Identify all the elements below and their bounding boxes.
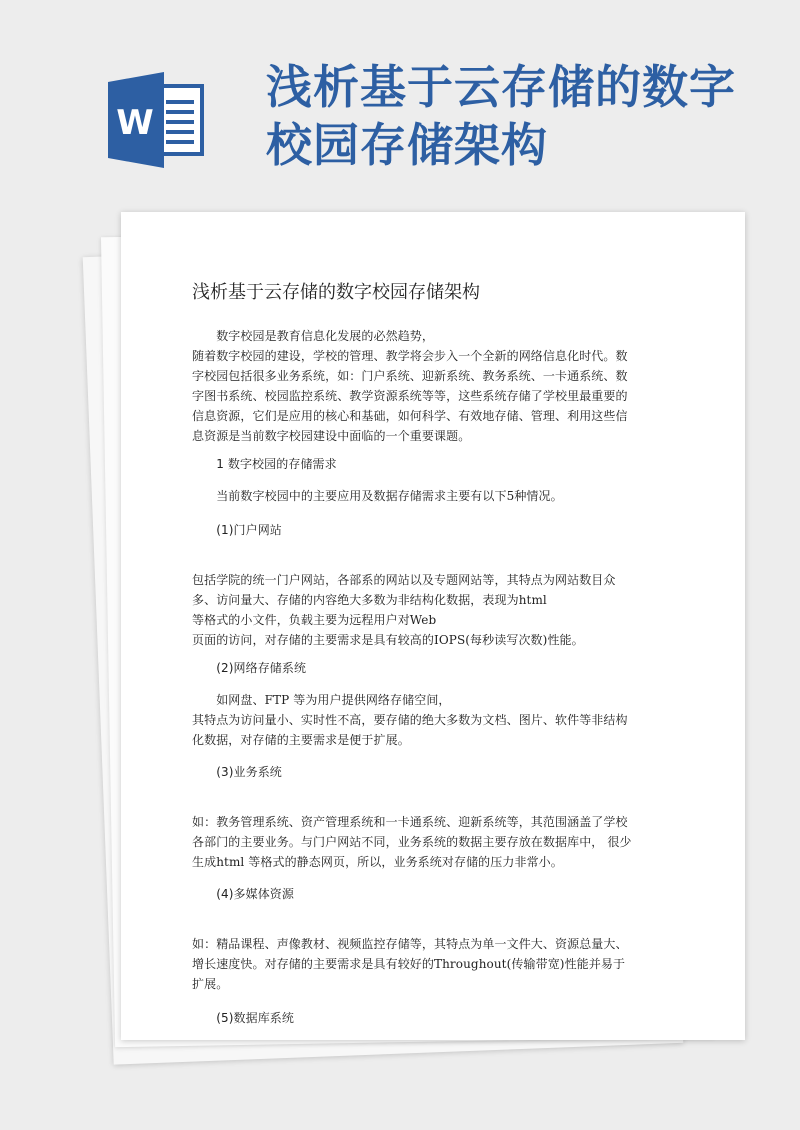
subsection-multimedia: (4)多媒体资源 [192, 887, 294, 901]
banner-title [266, 58, 786, 174]
svg-text:W: W [116, 103, 154, 143]
subsection-network-storage: (2)网络存储系统 [192, 661, 307, 675]
document-title: 浅析基于云存储的数字校园存储架构 [192, 282, 480, 303]
multimedia-paragraph: 如：精品课程、声像教材、视频监控存储等，其特点为单一文件大、资源总量大、增长速度快。对存储的主要需求是具有较好的Throughout(传输带宽)性能并易于扩展。 [192, 937, 628, 991]
subsection-database: (5)数据库系统 [192, 1011, 294, 1025]
network-storage-line1: 如网盘、FTP 等为用户提供网络存储空间， [192, 693, 451, 707]
banner-title-line1: 浅析基于云存储的数字 [266, 60, 736, 114]
section-intro: 当前数字校园中的主要应用及数据存储需求主要有以下5种情况。 [192, 489, 563, 503]
portal-paragraph: 包括学院的统一门户网站，各部系的网站以及专题网站等，其特点为网站数目众多、访问量大、存储的内容绝大多数为非结构化数据，表现为html [192, 573, 616, 607]
intro-line1: 数字校园是教育信息化发展的必然趋势， [192, 329, 435, 343]
intro-paragraph: 随着数字校园的建设，学校的管理、教学将会步入一个全新的网络信息化时代。数字校园包括很多业务系统，如：门户系统、迎新系统、教务系统、一卡通系统、数字图书系统、校园监控系统、教学资源系统等等，这些系统存储了学校里最重要的信息资源，它们是应用的核心和基础，如何科学、有效地存储、管理、利用这些信息资源是当前数字校园建设中面临的一个重要课题。 [192, 349, 628, 443]
document-content [192, 280, 632, 1040]
business-paragraph: 如：教务管理系统、资产管理系统和一卡通系统、迎新系统等，其范围涵盖了学校各部门的主要业务。与门户网站不同，业务系统的数据主要存放在数据库中， 很少生成html 等格式的静态网页，所以，业务系统对存储的压力非常小。 [192, 815, 632, 869]
network-storage-paragraph: 其特点为访问量小、实时性不高，要存储的绝大多数为文档、图片、软件等非结构化数据，对存储的主要需求是便于扩展。 [192, 713, 628, 747]
document-page [121, 212, 745, 1040]
section-heading: 1 数字校园的存储需求 [192, 457, 337, 471]
portal-line3: 页面的访问，对存储的主要需求是具有较高的IOPS(每秒读写次数)性能。 [192, 633, 584, 647]
subsection-business: (3)业务系统 [192, 765, 282, 779]
word-document-icon [108, 72, 212, 168]
banner-title-line2: 校园存储架构 [266, 118, 548, 172]
portal-line2: 等格式的小文件，负载主要为远程用户对Web [192, 613, 437, 627]
subsection-portal: (1)门户网站 [192, 523, 282, 537]
